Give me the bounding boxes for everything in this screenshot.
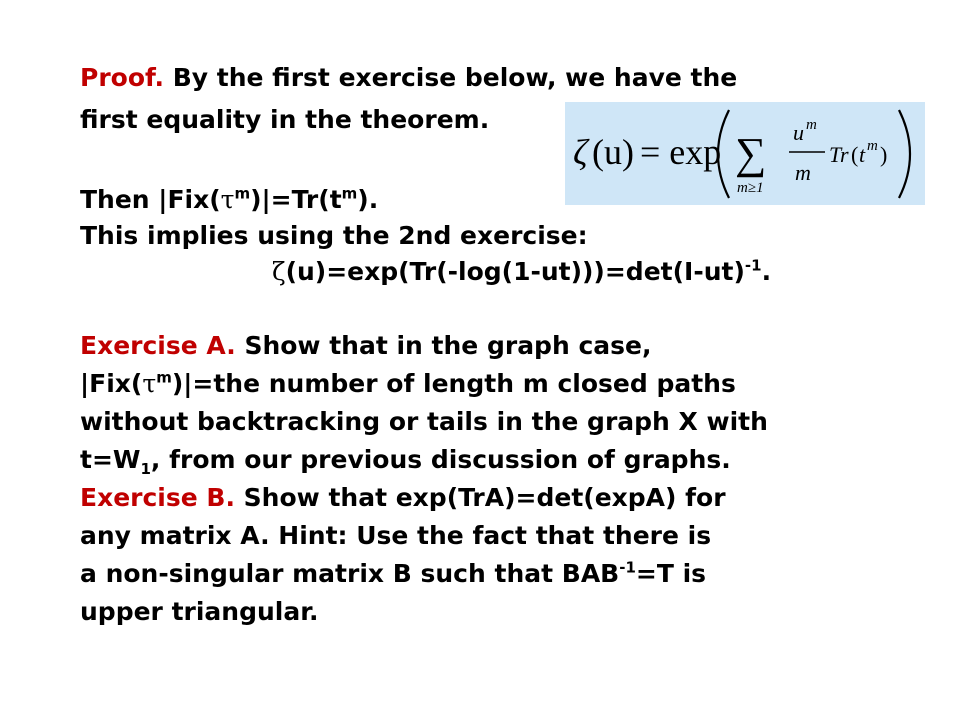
sum-sign: ∑ [735, 129, 767, 178]
tau-exponent: m [234, 184, 251, 203]
exercise-a-line-3: without backtracking or tails in the graph X with [80, 407, 768, 436]
exercise-b-text-1: Show that exp(TrA)=det(expA) for [234, 483, 726, 512]
exercise-a-line-1 [80, 330, 651, 362]
exercise-a-line-4 [80, 444, 731, 476]
right-paren [899, 110, 910, 198]
exercise-b-line-1 [80, 482, 726, 514]
zeta-result-body: (u)=exp(Tr(-log(1-ut)))=det(I-ut) [285, 257, 745, 286]
then-fix-line [80, 184, 378, 216]
formula-u-arg: (u) [592, 132, 634, 172]
then-fix-end: ). [357, 185, 379, 214]
then-fix-mid: )|=Tr(t [250, 185, 342, 214]
sum-index: m≥1 [737, 180, 764, 196]
trace-t: t [859, 142, 866, 167]
zeta-result-end: . [761, 257, 772, 286]
exercise-b-line-3 [80, 558, 706, 590]
zeta-formula [565, 102, 925, 205]
exercise-b-label: Exercise B. [80, 483, 235, 512]
paren-open: ( [851, 142, 859, 167]
exercise-a-fix-prefix: |Fix( [80, 369, 143, 398]
b-inverse-exponent: -1 [619, 558, 636, 577]
then-fix-prefix: Then |Fix( [80, 185, 221, 214]
exercise-a-line-2 [80, 368, 736, 400]
proof-line-1 [80, 62, 737, 94]
exercise-a-text-4: , from our previous discussion of graphs. [150, 445, 731, 474]
denominator-m: m [795, 160, 811, 185]
zeta-result-line [272, 256, 771, 288]
exercise-a-label: Exercise A. [80, 331, 236, 360]
proof-line-2: first equality in the theorem. [80, 105, 490, 134]
exercise-a-tau-exponent: m [156, 368, 172, 387]
inverse-exponent: -1 [744, 256, 762, 275]
tau-symbol: τ [220, 185, 235, 214]
trace-tr: Tr [829, 142, 849, 167]
numerator-exponent: m [806, 117, 817, 133]
zeta-formula-box [565, 102, 925, 205]
exercise-a-tau: τ [142, 369, 157, 398]
exercise-b-line-4: upper triangular. [80, 597, 319, 626]
proof-sentence: By the first exercise below, we have the [164, 63, 738, 92]
zeta-symbol: ζ [272, 257, 286, 286]
implies-line: This implies using the 2nd exercise: [80, 221, 588, 250]
w-subscript: 1 [140, 460, 151, 478]
numerator-u: u [793, 120, 804, 145]
t-exponent: m [867, 138, 878, 154]
exercise-b-text-3: a non-singular matrix B such that BAB [80, 559, 620, 588]
exercise-b-line-2: any matrix A. Hint: Use the fact that there is [80, 521, 712, 550]
exercise-a-t-prefix: t=W [80, 445, 141, 474]
formula-equals-exp: = exp [640, 132, 722, 172]
exercise-b-text-3-rest: =T is [635, 559, 707, 588]
paren-close: ) [880, 142, 888, 167]
exercise-a-text-2: )|=the number of length m closed paths [171, 369, 736, 398]
exercise-a-text-1: Show that in the graph case, [235, 331, 652, 360]
formula-zeta: ζ [573, 132, 588, 172]
t-exponent-text: m [341, 184, 358, 203]
proof-label: Proof. [80, 63, 165, 92]
